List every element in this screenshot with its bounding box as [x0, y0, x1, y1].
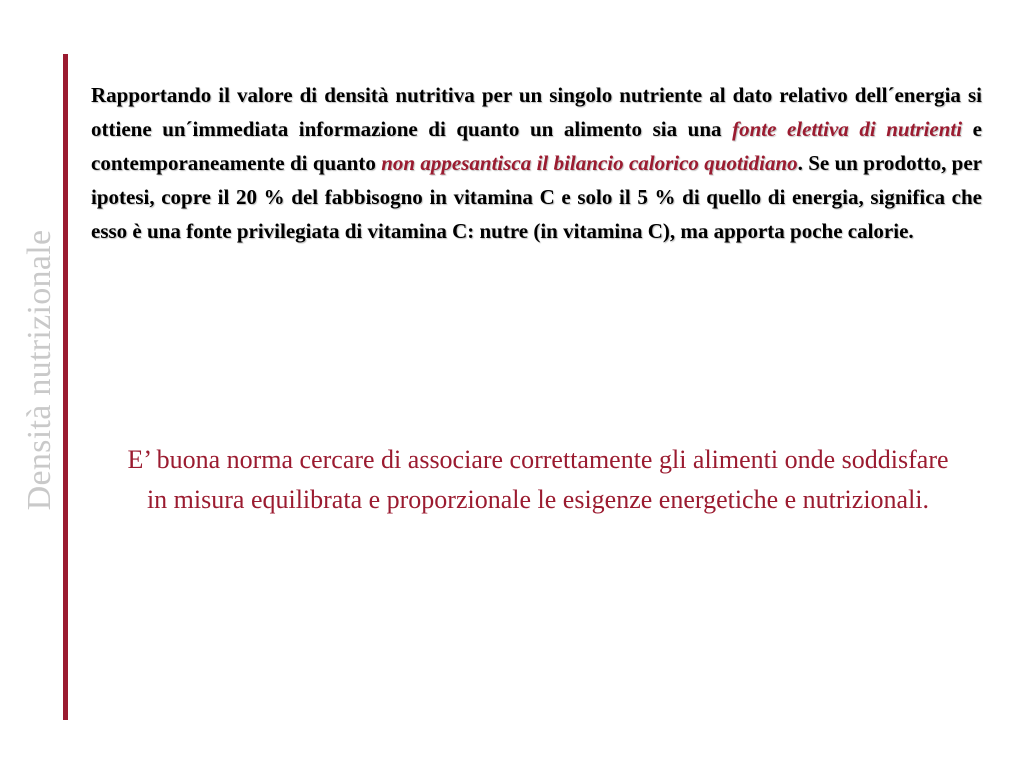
slide-side-title: Densità nutrizionale	[21, 229, 58, 511]
paragraph-text-part1: Rapportando il valore di densità nutritiva per un singolo nutriente al dato relativo dell´energia si ottiene un´immediata informazione di quanto un alimento sia una	[91, 83, 982, 141]
paragraph-text-part2: e contemporaneamente di quanto	[91, 117, 982, 175]
paragraph-emphasis-2: non appesantisca il bilancio calorico quotidiano	[381, 151, 798, 175]
accent-vertical-line	[63, 54, 68, 720]
highlight-note: E’ buona norma cercare di associare correttamente gli alimenti onde soddisfare in misura equilibrata e proporzionale le esigenze energetiche e nutrizionali.	[127, 445, 949, 514]
paragraph-emphasis-1: fonte elettiva di nutrienti	[732, 117, 963, 141]
side-title-container	[10, 190, 70, 550]
main-paragraph	[91, 78, 982, 248]
paragraph-text-part3: . Se un prodotto, per ipotesi, copre il 20 % del fabbisogno in vitamina C e solo il 5 % di quello di energia, significa che esso è una fonte privilegiata di vitamina C: nutre (in vitamina C), ma apporta poche calorie.	[91, 151, 982, 243]
